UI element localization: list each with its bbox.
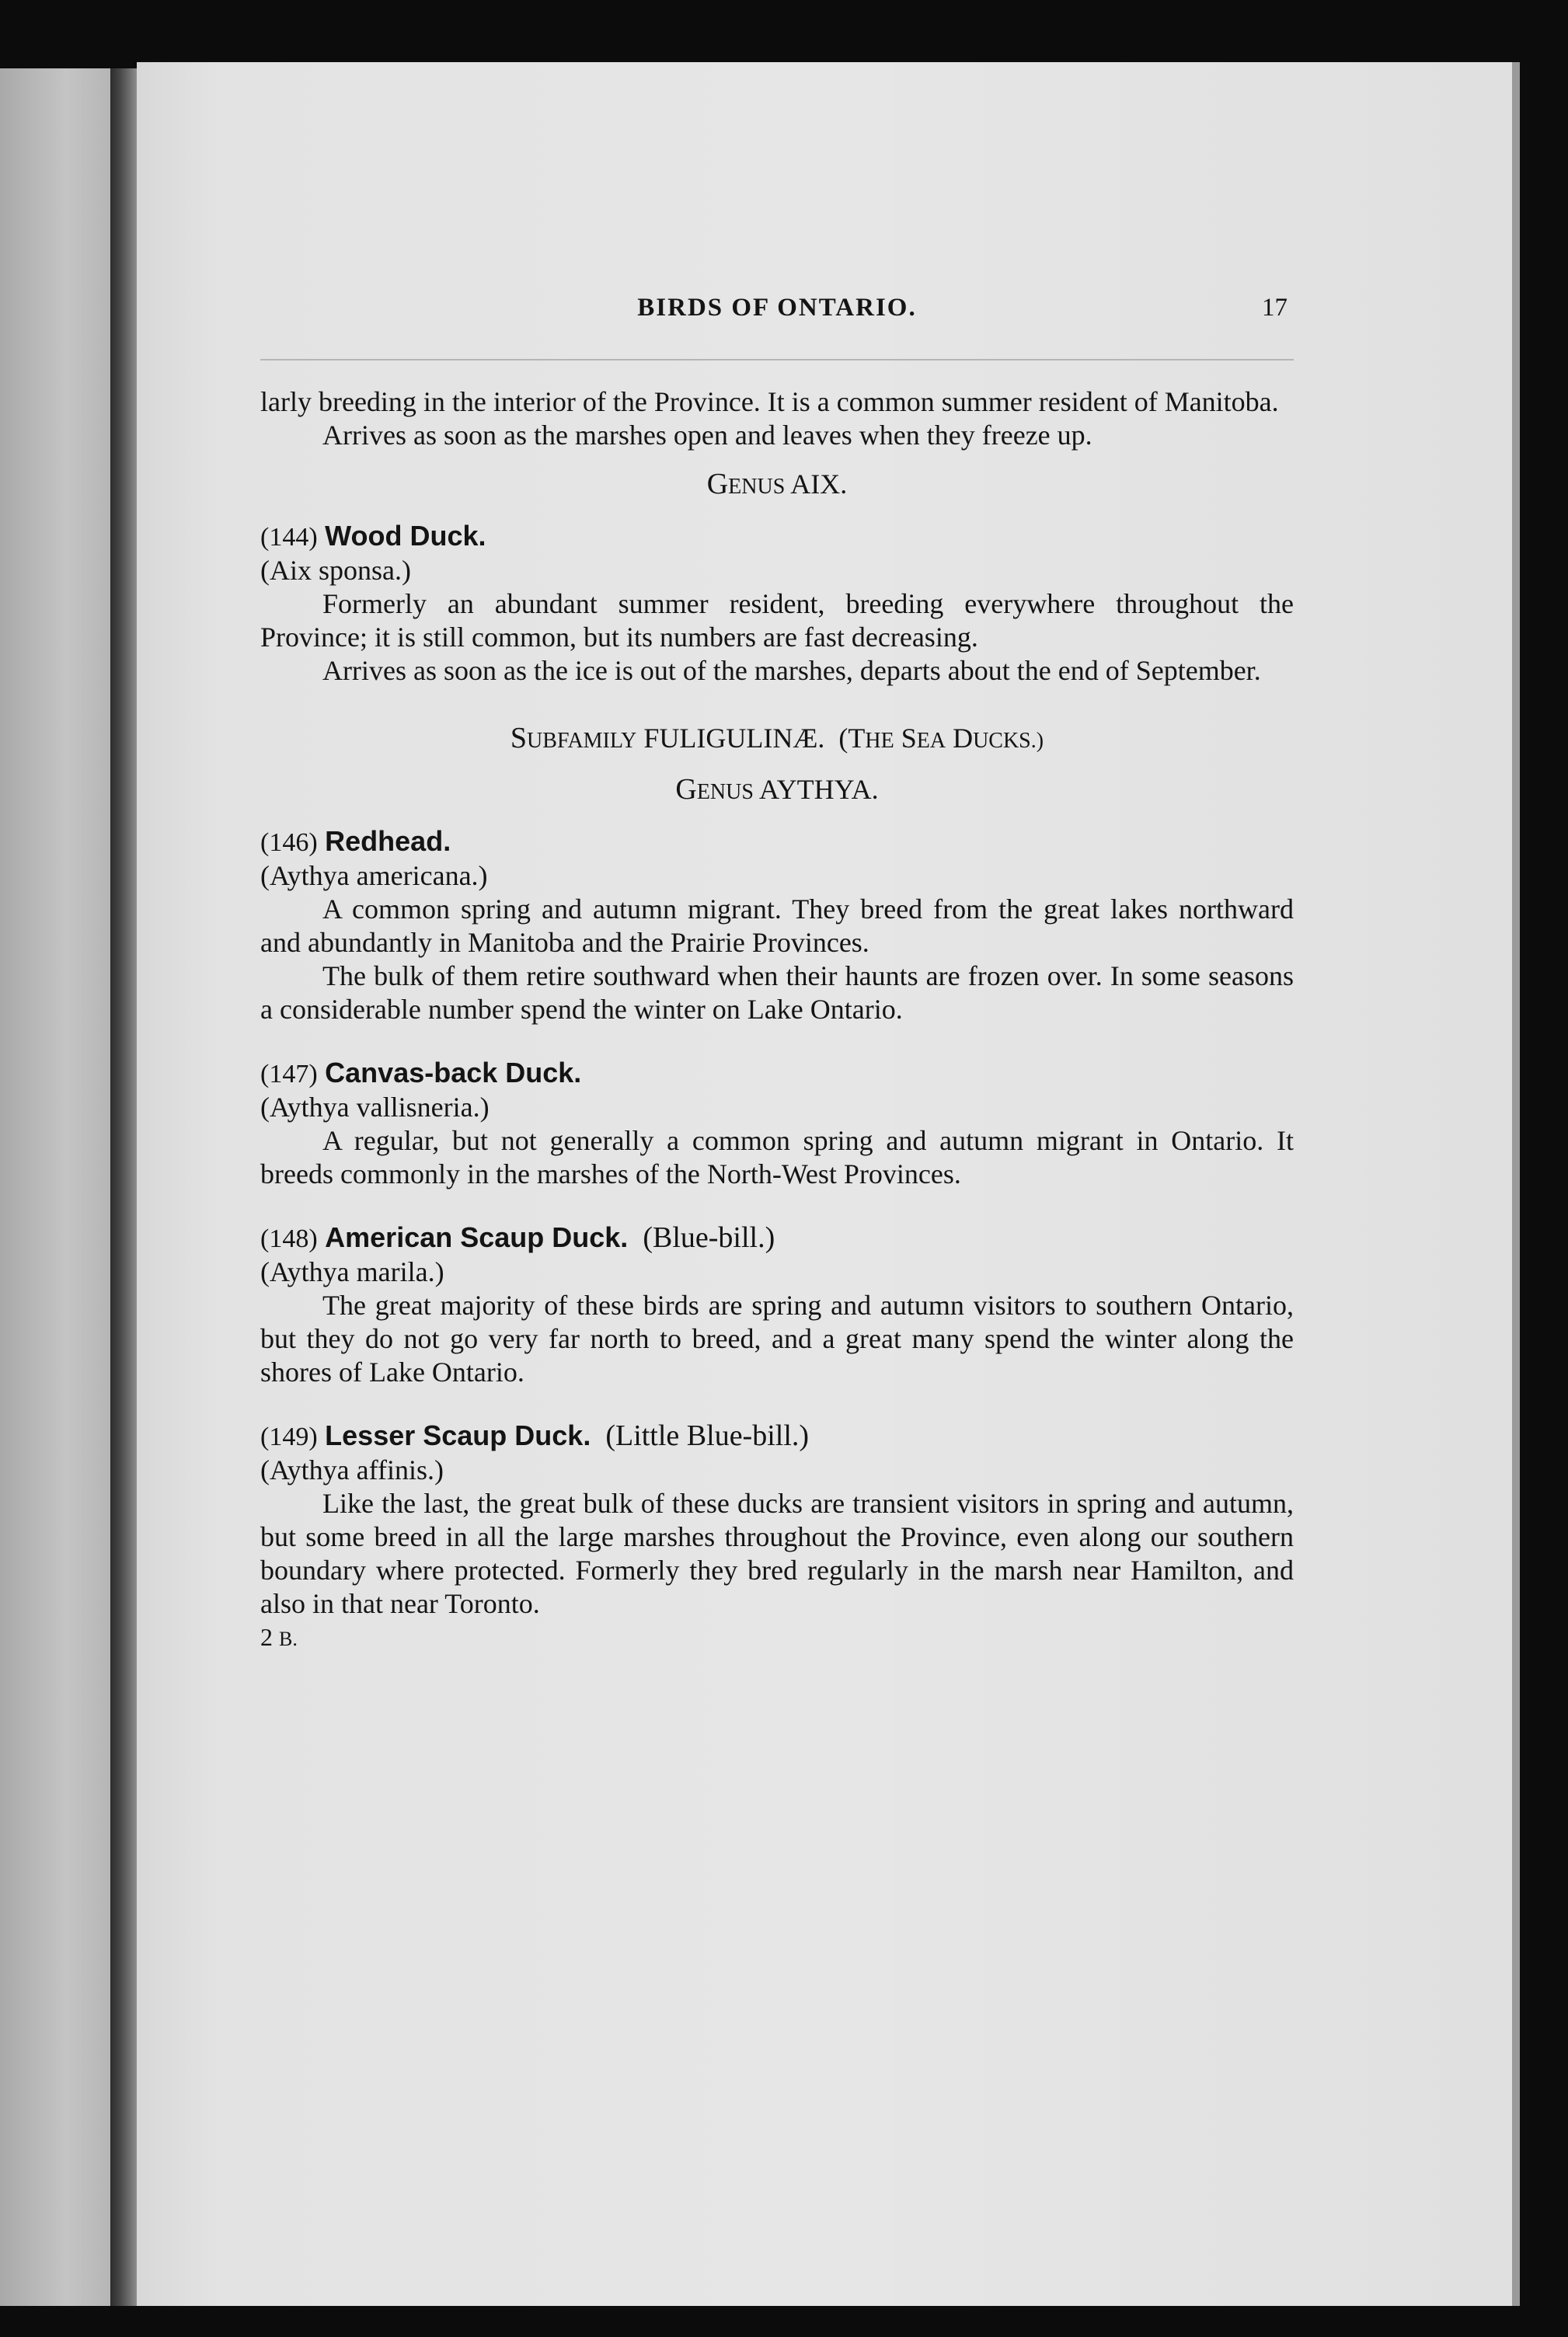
- species-paragraph: Like the last, the great bulk of these ducks are transient visitors in spring and autumn, but some breed in all the large marshes throughout the Province, even along our southern boundary where protected. Formerly they bred regularly in the marsh near Hamilton, and also in that near Toronto.: [260, 1488, 1294, 1619]
- header-rule: [260, 359, 1294, 360]
- genus-label-initial: G: [675, 773, 697, 806]
- species-name: American Scaup Duck.: [325, 1221, 629, 1253]
- page-header: [260, 294, 1294, 333]
- subfamily-common-d: D: [953, 723, 974, 754]
- species-name: Canvas-back Duck.: [325, 1057, 582, 1088]
- genus-label: ENUS: [728, 475, 786, 499]
- page-body: [260, 385, 1294, 1656]
- species-paragraph: Arrives as soon as the ice is out of the marshes, departs about the end of September.: [322, 655, 1261, 686]
- species-paragraph: The bulk of them retire southward when their haunts are frozen over. In some seasons a considerable number spend the winter on Lake Ontario.: [260, 960, 1294, 1025]
- genus-heading-aix: [260, 468, 1294, 503]
- species-alt-name: (Little Blue-bill.): [605, 1419, 810, 1452]
- species-paragraph: Formerly an abundant summer resident, breeding everywhere throughout the Province; it is still common, but its numbers are fast decreasing.: [260, 588, 1294, 653]
- intro-paragraph: larly breeding in the interior of the Province. It is a common summer resident of Manitoba.: [260, 386, 1279, 417]
- subfamily-label-initial: S: [510, 722, 528, 754]
- intro-paragraph-2: Arrives as soon as the marshes open and leaves when they freeze up.: [322, 420, 1092, 451]
- facing-page-edge: [0, 68, 110, 2306]
- species-heading-redhead: [260, 824, 1294, 859]
- species-number: (146): [260, 828, 318, 857]
- genus-label: ENUS: [696, 780, 754, 804]
- species-heading-canvasback: [260, 1056, 1294, 1091]
- signature-mark: [260, 1621, 1294, 1656]
- species-paragraph: The great majority of these birds are spring and autumn visitors to southern Ontario, but they do not go very far north to breed, and a great many spend the winter along the shores of Lake Ontario.: [260, 1290, 1294, 1388]
- species-heading-wood-duck: [260, 519, 1294, 554]
- subfamily-common-s: S: [901, 723, 917, 754]
- latin-name: (Aix sponsa.): [260, 555, 411, 586]
- species-heading-lesser-scaup: [260, 1419, 1294, 1454]
- species-number: (149): [260, 1423, 318, 1451]
- genus-label-initial: G: [706, 468, 729, 500]
- species-heading-american-scaup: [260, 1221, 1294, 1256]
- species-paragraph: A regular, but not generally a common spring and autumn migrant in Ontario. It breeds commonly in the marshes of the North-West Provinces.: [260, 1125, 1294, 1189]
- subfamily-common-ea: EA: [916, 729, 946, 753]
- subfamily-label: UBFAMILY: [527, 729, 637, 753]
- running-title: BIRDS OF ONTARIO.: [637, 294, 917, 322]
- subfamily-common-ucks: UCKS.): [973, 729, 1044, 753]
- latin-name: (Aythya marila.): [260, 1256, 444, 1287]
- page-edge: [1512, 62, 1520, 2306]
- latin-name: (Aythya vallisneria.): [260, 1092, 490, 1123]
- signature-number: 2: [260, 1623, 273, 1651]
- species-name: Wood Duck.: [325, 520, 486, 552]
- subfamily-name: FULIGULINÆ.: [643, 723, 825, 754]
- subfamily-common-the: HE: [865, 729, 894, 753]
- subfamily-heading: [260, 722, 1294, 758]
- page-number: 17: [1262, 294, 1288, 322]
- species-number: (144): [260, 523, 318, 552]
- genus-heading-aythya: [260, 773, 1294, 809]
- latin-name: (Aythya affinis.): [260, 1454, 444, 1485]
- species-alt-name: (Blue-bill.): [643, 1221, 775, 1254]
- species-name: Lesser Scaup Duck.: [325, 1419, 591, 1451]
- latin-name: (Aythya americana.): [260, 860, 488, 891]
- book-binding: [110, 68, 137, 2306]
- subfamily-common-open: (T: [838, 723, 866, 754]
- species-number: (147): [260, 1060, 318, 1088]
- genus-name: AYTHYA.: [758, 774, 879, 805]
- genus-name: AIX.: [790, 468, 848, 500]
- signature-letter: B.: [279, 1628, 298, 1650]
- species-name: Redhead.: [325, 825, 451, 857]
- species-number: (148): [260, 1224, 318, 1253]
- species-paragraph: A common spring and autumn migrant. They breed from the great lakes northward and abundantly in Manitoba and the Prairie Provinces.: [260, 893, 1294, 958]
